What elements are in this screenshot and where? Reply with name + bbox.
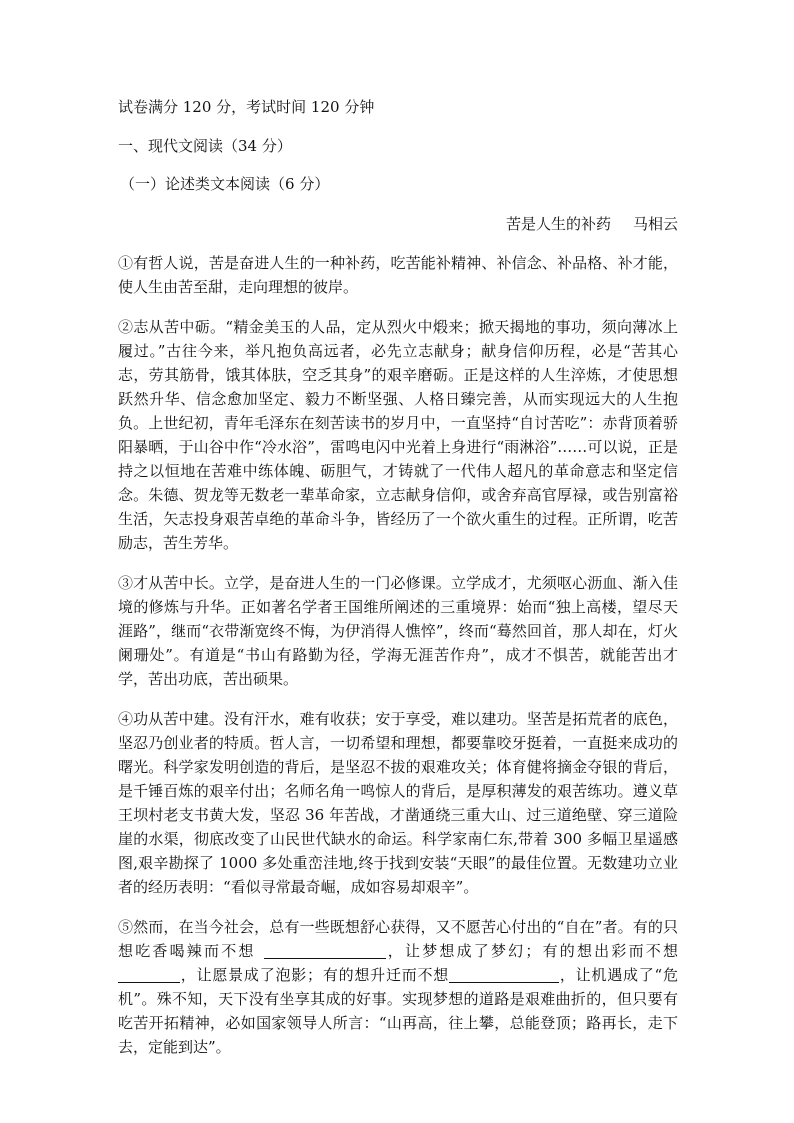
answer-blank-3[interactable]: [449, 966, 559, 983]
paragraph-5-part-a: ⑤然而，在当今社会，总有一些既想舒心获得，又不愿苦心付出的“自在”者。有的只想吃香喝辣而不想: [118, 918, 678, 960]
subsection-title: （一）论述类文本阅读（6 分）: [120, 175, 330, 193]
answer-blank-1[interactable]: [264, 942, 386, 959]
paragraph-3: ③才从苦中长。立学，是奋进人生的一门必修课。立学成才，尤须呕心沥血、渐入佳境的修炼与升华。正如著名学者王国维所阐述的三重境界：始而“独上高楼，望尽天涯路”，继而“衣带渐宽终不悔，为伊消得人憔悴”，终而“蓦然回首，那人却在，灯火阑珊处”。有道是“书山有路勤为径，学海无涯苦作舟”，成才不惧苦，就能苦出才学，苦出功底，苦出硕果。: [118, 574, 678, 688]
paragraph-5-part-d: ，让机遇成了“危机”。殊不知，天下没有坐享其成的好事。实现梦想的道路是艰难曲折的，但只要有吃苦开拓精神，必如国家领导人所言：“山再高，往上攀，总能登顶；路再长，走下去，定能到达”。: [118, 966, 678, 1056]
article-title: 苦是人生的补药: [505, 215, 611, 233]
paragraph-2: ②志从苦中砺。“精金美玉的人品，定从烈火中煅来；掀天揭地的事功，须向薄冰上履过。”古往今来，举凡抱负高远者，必先立志献身；献身信仰历程，必是“苦其心志，劳其筋骨，饿其体肤，空乏其身”的艰辛磨砺。正是这样的人生淬炼，才使思想跃然升华、信念愈加坚定、毅力不断坚强、人格日臻完善，从而实现远大的人生抱负。上世纪初，青年毛泽东在刻苦读书的岁月中，一直坚持“自讨苦吃”：赤背顶着骄阳暴晒，于山谷中作“冷水浴”，雷鸣电闪中光着上身进行“雨淋浴”……可以说，正是持之以恒地在苦难中练体魄、砺胆气，才铸就了一代伟人超凡的革命意志和坚定信念。朱德、贺龙等无数老一辈革命家，立志献身信仰，或舍弃高官厚禄，或告别富裕生活，矢志投身艰苦卓绝的革命斗争，皆经历了一个欲火重生的过程。正所谓，吃苦励志，苦生芳华。: [118, 318, 678, 552]
article-heading: [118, 213, 678, 235]
paragraph-4: ④功从苦中建。没有汗水，难有收获；安于享受，难以建功。坚苦是拓荒者的底色，坚忍乃创业者的特质。哲人言，一切希望和理想，都要靠咬牙挺着，一直挺来成功的曙光。科学家发明创造的背后，是坚忍不拔的艰难攻关；体育健将摘金夺银的背后，是千锤百炼的艰辛付出；名师名角一鸣惊人的背后，是厚积薄发的艰苦练功。遵义草王坝村老支书黄大发，坚忍 36 年苦战，才凿通绕三重大山、过三道绝壁、穿三道险崖的水渠，彻底改变了山民世代缺水的命运。科学家南仁东,带着 300 多幅卫星遥感图,艰辛勘探了 1000 多处重峦洼地,终于找到安装“天眼”的最佳位置。无数建功立业者的经历表明：“看似寻常最奇崛，成如容易却艰辛”。: [118, 710, 678, 896]
article-author: 马相云: [632, 215, 678, 233]
paragraph-5-part-c: ，让愿景成了泡影；有的想升迁而不想: [180, 966, 450, 984]
paragraph-1: ①有哲人说，苦是奋进人生的一种补药，吃苦能补精神、补信念、补品格、补才能，使人生由苦至甜，走向理想的彼岸。: [118, 254, 678, 296]
section-title: 一、现代文阅读（34 分）: [118, 137, 292, 155]
exam-info: 试卷满分 120 分，考试时间 120 分钟: [118, 98, 375, 116]
paragraph-5-part-b: ，让梦想成了梦幻；有的想出彩而不想: [385, 942, 678, 960]
paragraph-5: [118, 915, 678, 1059]
exam-page: [118, 96, 678, 1075]
answer-blank-2[interactable]: [118, 966, 180, 983]
